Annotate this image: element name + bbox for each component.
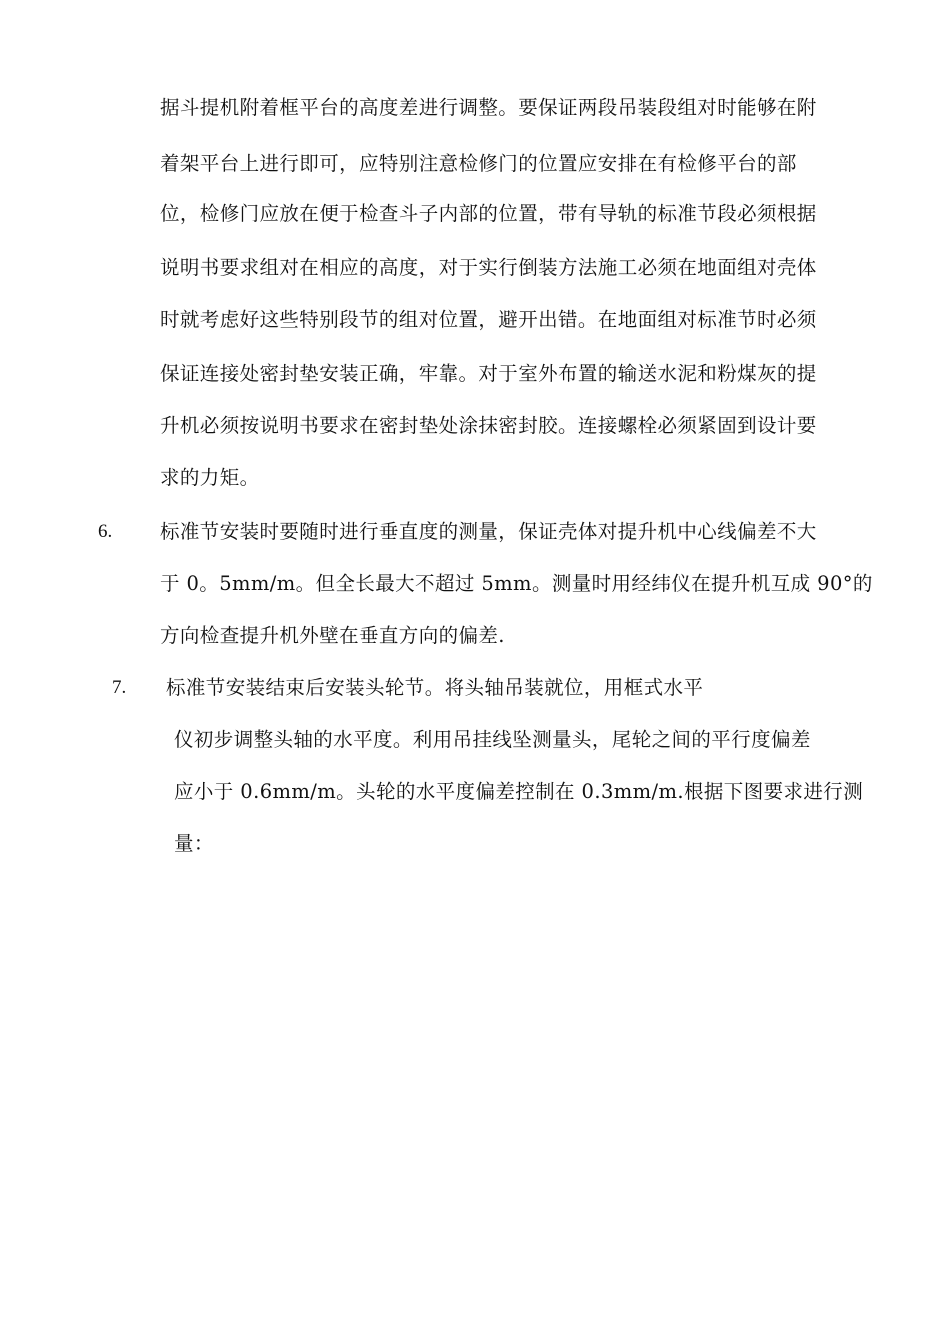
paragraph-line: 说明书要求组对在相应的高度，对于实行倒装方法施工必须在地面组对壳体: [160, 256, 817, 279]
paragraph-line: 时就考虑好这些特别段节的组对位置，避开出错。在地面组对标准节时必须: [160, 308, 817, 331]
list-item-6-line: 方向检查提升机外壁在垂直方向的偏差.: [160, 624, 505, 647]
list-item-7-line: 仪初步调整头轴的水平度。利用吊挂线坠测量头，尾轮之间的平行度偏差: [174, 728, 811, 751]
list-item-7-line: 标准节安装结束后安装头轮节。将头轴吊装就位，用框式水平: [166, 676, 704, 699]
paragraph-line: 升机必须按说明书要求在密封垫处涂抹密封胶。连接螺栓必须紧固到设计要: [160, 414, 817, 437]
paragraph-line: 据斗提机附着框平台的高度差进行调整。要保证两段吊装段组对时能够在附: [160, 96, 817, 119]
list-item-7-line: 应小于 0.6mm/m。头轮的水平度偏差控制在 0.3mm/m.根据下图要求进行测: [174, 780, 864, 803]
list-item-6-line: 标准节安装时要随时进行垂直度的测量，保证壳体对提升机中心线偏差不大: [160, 520, 817, 543]
paragraph-line: 着架平台上进行即可，应特别注意检修门的位置应安排在有检修平台的部: [160, 152, 797, 175]
paragraph-line: 求的力矩。: [160, 466, 260, 489]
list-item-7-line: 量：: [174, 832, 214, 855]
list-item-number-7: 7.: [112, 677, 127, 698]
paragraph-line: 保证连接处密封垫安装正确，牢靠。对于室外布置的输送水泥和粉煤灰的提: [160, 362, 817, 385]
list-item-6-line: 于 0。5mm/m。但全长最大不超过 5mm。测量时用经纬仪在提升机互成 90°的: [160, 572, 873, 595]
paragraph-line: 位，检修门应放在便于检查斗子内部的位置，带有导轨的标准节段必须根据: [160, 202, 817, 225]
list-item-number-6: 6.: [98, 521, 113, 542]
